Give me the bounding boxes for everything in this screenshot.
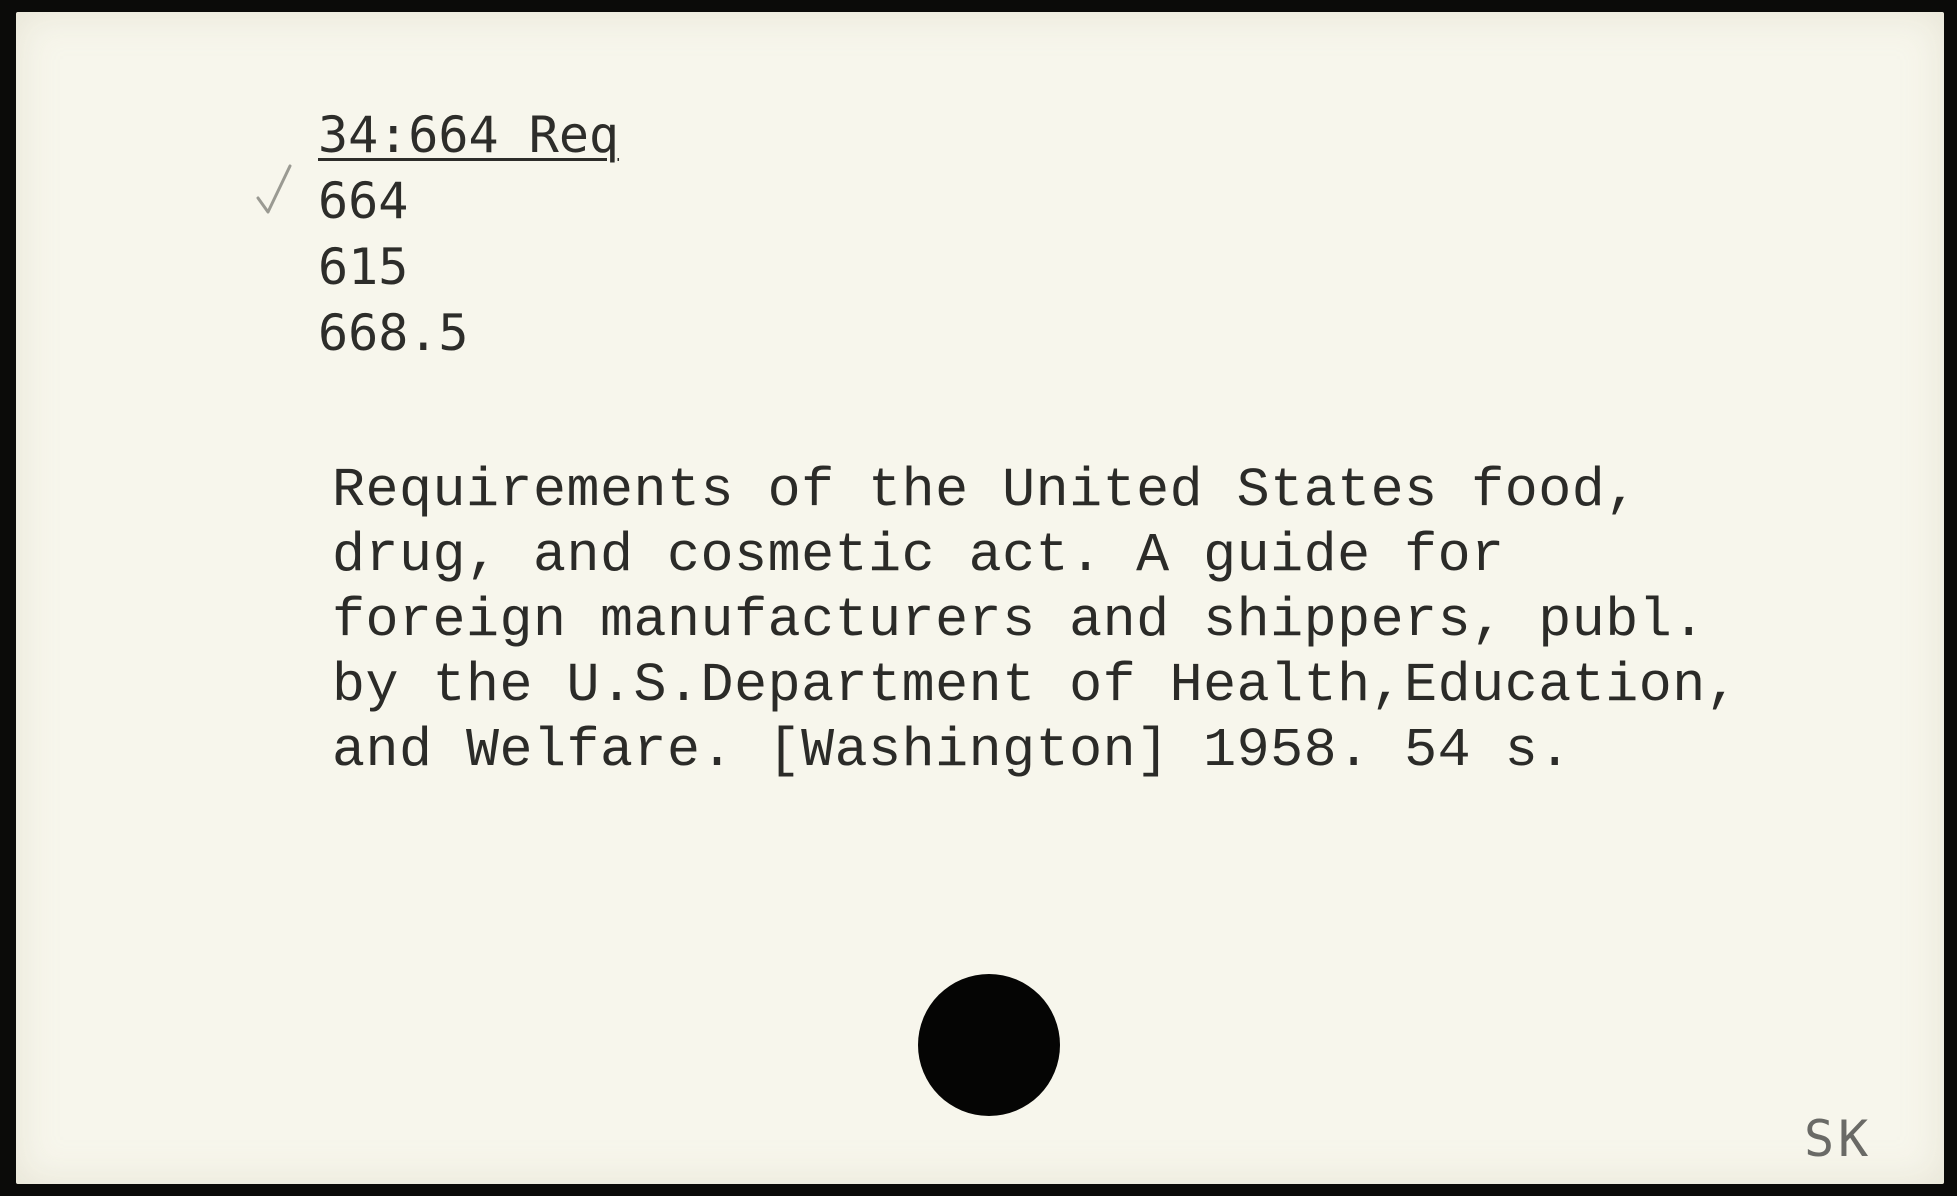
call-number-secondary: 664 <box>318 172 409 230</box>
call-number-block <box>318 104 619 368</box>
catalog-card <box>16 12 1944 1184</box>
call-number-primary: 34:664 Req <box>318 106 620 164</box>
description-line: drug, and cosmetic act. A guide for <box>332 524 1505 587</box>
description-line: and Welfare. [Washington] 1958. 54 s. <box>332 719 1572 782</box>
punch-hole <box>918 974 1060 1116</box>
catalog-description <box>332 458 1739 783</box>
description-line: by the U.S.Department of Health,Education, <box>332 654 1740 717</box>
check-mark-icon <box>252 162 296 222</box>
description-line: foreign manufacturers and shippers, publ. <box>332 589 1706 652</box>
cataloger-initials: SK <box>1804 1110 1873 1168</box>
call-number-secondary: 615 <box>318 238 409 296</box>
call-number-secondary: 668.5 <box>318 304 469 362</box>
description-line: Requirements of the United States food, <box>332 459 1639 522</box>
